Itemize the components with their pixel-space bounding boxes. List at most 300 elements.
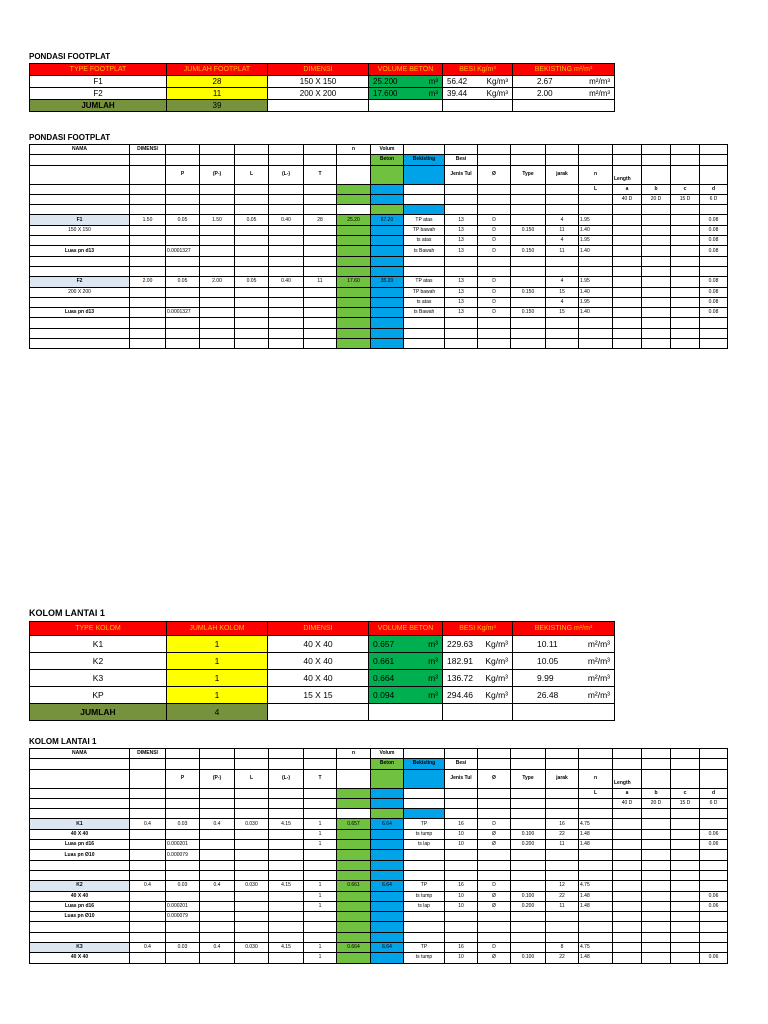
dia-cell: 13 xyxy=(445,215,478,225)
cell xyxy=(546,256,579,266)
steel-cell: 136.72 Kg/m³ xyxy=(443,670,513,687)
cell xyxy=(478,155,511,165)
cell xyxy=(579,194,613,204)
cell xyxy=(304,798,337,808)
header-beton: Beton xyxy=(371,155,404,165)
header-row xyxy=(30,165,728,184)
l-cell: 0.4 xyxy=(200,819,235,829)
n2-cell: 4 xyxy=(546,277,579,287)
d-cell: 0.08 xyxy=(700,215,728,225)
blank-row xyxy=(30,328,728,338)
cell xyxy=(337,829,371,839)
cell xyxy=(579,922,613,932)
jarak-cell: 0.150 xyxy=(511,287,546,297)
cell xyxy=(269,297,304,307)
cell xyxy=(304,308,337,318)
cell xyxy=(445,205,478,215)
cell xyxy=(166,932,200,942)
header-b2: 20 D xyxy=(642,194,671,204)
cell xyxy=(445,922,478,932)
cell xyxy=(445,788,478,798)
blank-row xyxy=(30,205,728,215)
cell xyxy=(445,850,478,860)
cell xyxy=(642,829,671,839)
header-type: Type xyxy=(511,165,546,184)
cell xyxy=(642,256,671,266)
n2-cell: 4 xyxy=(546,297,579,307)
n-cell: 11 xyxy=(304,277,337,287)
cell xyxy=(642,953,671,963)
jarak-cell: 0.100 xyxy=(511,953,546,963)
cell xyxy=(269,308,304,318)
dia-cell: 10 xyxy=(445,840,478,850)
cell xyxy=(304,922,337,932)
cell xyxy=(166,749,200,759)
cell xyxy=(371,328,404,338)
cell xyxy=(235,860,269,870)
cell xyxy=(337,205,371,215)
bar-row xyxy=(30,953,728,963)
cell xyxy=(130,318,166,328)
cell xyxy=(269,266,304,276)
cell xyxy=(304,194,337,204)
cell xyxy=(30,922,130,932)
jenis-cell: TP xyxy=(404,881,445,891)
count-cell: 1 xyxy=(167,670,268,687)
cell xyxy=(642,246,671,256)
cell xyxy=(671,246,700,256)
cell xyxy=(166,145,200,155)
cell xyxy=(200,339,235,349)
cell xyxy=(130,912,166,922)
header-L: L xyxy=(579,184,613,194)
nn-cell: 1 xyxy=(304,953,337,963)
cell xyxy=(235,912,269,922)
n-cell: 1 xyxy=(304,943,337,953)
header-dia: Ø xyxy=(478,769,511,788)
cell xyxy=(404,165,445,184)
cell xyxy=(130,870,166,880)
header-cell: TYPE FOOTPLAT xyxy=(30,64,167,76)
cell xyxy=(404,860,445,870)
cell xyxy=(478,912,511,922)
blank-row xyxy=(30,318,728,328)
bar-row xyxy=(30,901,728,911)
header-nama: NAMA xyxy=(30,145,130,155)
p-cell: 0.4 xyxy=(130,881,166,891)
cell xyxy=(337,225,371,235)
lm-cell: 0.030 xyxy=(235,819,269,829)
length-cell: 1.48 xyxy=(579,829,613,839)
cell xyxy=(269,246,304,256)
header-volum: Volum xyxy=(371,749,404,759)
dimension-cell: 150 X 150 xyxy=(268,76,369,88)
cell xyxy=(269,339,304,349)
l-cell: 0.4 xyxy=(200,943,235,953)
cell xyxy=(478,145,511,155)
cell xyxy=(445,932,478,942)
cell xyxy=(200,308,235,318)
cell xyxy=(200,297,235,307)
cell xyxy=(579,328,613,338)
cell xyxy=(642,339,671,349)
cell xyxy=(269,256,304,266)
section-title-kolom-detail: KOLOM LANTAI 1 xyxy=(29,737,97,746)
bekisting-cell: 6.64 xyxy=(371,819,404,829)
dimension-cell: 40 X 40 xyxy=(268,653,369,670)
cell xyxy=(579,850,613,860)
cell xyxy=(200,256,235,266)
header-row xyxy=(30,194,728,204)
cell xyxy=(579,809,613,819)
d-cell: 0.06 xyxy=(700,901,728,911)
cell xyxy=(235,829,269,839)
cell xyxy=(200,318,235,328)
cell xyxy=(642,318,671,328)
cell xyxy=(404,769,445,788)
summary-header-row xyxy=(30,622,615,636)
cell xyxy=(130,850,166,860)
header-c2: 15 D xyxy=(671,798,700,808)
row-label: Luas pn Ø10 xyxy=(30,850,130,860)
cell xyxy=(166,328,200,338)
cell xyxy=(511,788,546,798)
volume-cell: 0.657 m³ xyxy=(369,636,443,653)
cell xyxy=(511,155,546,165)
dia-cell: 10 xyxy=(445,901,478,911)
cell xyxy=(671,809,700,819)
length-cell: 1.40 xyxy=(579,287,613,297)
cell xyxy=(671,328,700,338)
lm-cell: 0.05 xyxy=(235,277,269,287)
cell xyxy=(130,798,166,808)
header-p: P xyxy=(166,165,200,184)
cell xyxy=(269,225,304,235)
cell xyxy=(337,246,371,256)
cell xyxy=(478,922,511,932)
blank-row xyxy=(30,266,728,276)
jarak-cell: 0.100 xyxy=(511,891,546,901)
cell xyxy=(478,749,511,759)
cell xyxy=(371,287,404,297)
row-label: Luas pn d16 xyxy=(30,901,130,911)
cell xyxy=(671,155,700,165)
total-value: 39 xyxy=(167,100,268,112)
cell xyxy=(700,339,728,349)
header-n: n xyxy=(337,145,371,155)
p-cell: 0.4 xyxy=(130,819,166,829)
cell xyxy=(404,850,445,860)
header-b: b xyxy=(642,788,671,798)
cell xyxy=(671,850,700,860)
cell xyxy=(613,155,642,165)
cell xyxy=(235,225,269,235)
cell xyxy=(671,215,700,225)
header-b: b xyxy=(642,184,671,194)
jenis-cell: ts tump xyxy=(404,829,445,839)
d-cell: 0.06 xyxy=(700,840,728,850)
n2-cell: 15 xyxy=(546,287,579,297)
cell xyxy=(613,318,642,328)
header-c2: 15 D xyxy=(671,194,700,204)
cell xyxy=(371,891,404,901)
volume-cell: 0.661 m³ xyxy=(369,653,443,670)
bekisting-cell: 67.20 xyxy=(371,215,404,225)
cell xyxy=(671,277,700,287)
cell xyxy=(642,809,671,819)
cell xyxy=(478,194,511,204)
cell xyxy=(700,769,728,788)
cell xyxy=(642,912,671,922)
cell xyxy=(130,840,166,850)
cell xyxy=(130,901,166,911)
cell xyxy=(700,318,728,328)
cell xyxy=(130,328,166,338)
cell xyxy=(130,287,166,297)
cell xyxy=(235,749,269,759)
cell xyxy=(613,328,642,338)
cell xyxy=(130,194,166,204)
cell xyxy=(613,870,642,880)
header-jenis: Jenis Tul xyxy=(445,165,478,184)
length-cell: 1.48 xyxy=(579,901,613,911)
cell xyxy=(30,798,130,808)
cell xyxy=(404,932,445,942)
type-cell: D xyxy=(478,246,511,256)
block-main-row xyxy=(30,277,728,287)
cell xyxy=(269,932,304,942)
cell xyxy=(30,870,130,880)
jarak-cell xyxy=(511,881,546,891)
cell xyxy=(371,870,404,880)
header-t: T xyxy=(304,769,337,788)
header-bekisting: Bekisting xyxy=(404,155,445,165)
cell xyxy=(235,246,269,256)
section-title-footplat: PONDASI FOOTPLAT xyxy=(29,52,111,61)
cell xyxy=(304,339,337,349)
cell xyxy=(546,860,579,870)
cell xyxy=(235,891,269,901)
type-cell: F1 xyxy=(30,76,167,88)
cell xyxy=(642,932,671,942)
d-cell xyxy=(700,943,728,953)
blank-row xyxy=(30,809,728,819)
header-cell: JUMLAH FOOTPLAT xyxy=(167,64,268,76)
cell xyxy=(269,901,304,911)
cell xyxy=(337,308,371,318)
cell xyxy=(671,236,700,246)
cell xyxy=(613,236,642,246)
cell xyxy=(613,840,642,850)
cell xyxy=(130,339,166,349)
cell xyxy=(613,809,642,819)
row-label: Luas pn d13 xyxy=(30,246,130,256)
cell xyxy=(613,819,642,829)
cell xyxy=(671,225,700,235)
steel-cell: 56.42 Kg/m³ xyxy=(443,76,513,88)
cell xyxy=(546,759,579,769)
cell xyxy=(304,749,337,759)
cell xyxy=(445,339,478,349)
cell xyxy=(200,205,235,215)
cell xyxy=(671,266,700,276)
jenis-cell: ts tump xyxy=(404,953,445,963)
cell xyxy=(478,759,511,769)
cell xyxy=(642,759,671,769)
cell xyxy=(478,798,511,808)
cell xyxy=(304,297,337,307)
summary-row xyxy=(30,76,615,88)
cell xyxy=(200,953,235,963)
footplat-detail-table xyxy=(29,144,728,349)
cell xyxy=(579,912,613,922)
cell xyxy=(371,860,404,870)
jarak-cell: 0.200 xyxy=(511,901,546,911)
beton-cell: 0.664 xyxy=(337,943,371,953)
cell xyxy=(700,328,728,338)
cell xyxy=(671,953,700,963)
cell xyxy=(642,297,671,307)
cell xyxy=(478,184,511,194)
cell xyxy=(235,809,269,819)
cell xyxy=(546,788,579,798)
dimension-cell: 40 X 40 xyxy=(268,670,369,687)
volume-cell: 17.600 m³ xyxy=(369,88,443,100)
header-cell: BEKISTING m²/m³ xyxy=(513,622,615,636)
cell xyxy=(371,194,404,204)
cell xyxy=(166,759,200,769)
formwork-cell: 26.48 m²/m³ xyxy=(513,687,615,704)
cell xyxy=(200,788,235,798)
cell xyxy=(478,328,511,338)
cell xyxy=(671,829,700,839)
n2-cell: 22 xyxy=(546,953,579,963)
row-label: Luas pn d16 xyxy=(30,840,130,850)
cell xyxy=(235,788,269,798)
cell xyxy=(200,860,235,870)
cell xyxy=(371,953,404,963)
cell xyxy=(235,840,269,850)
lm-cell: 0.05 xyxy=(235,215,269,225)
cell xyxy=(304,850,337,860)
cell xyxy=(671,881,700,891)
cell xyxy=(613,205,642,215)
cell xyxy=(546,318,579,328)
cell xyxy=(671,339,700,349)
cell xyxy=(404,788,445,798)
cell xyxy=(30,339,130,349)
block-main-row xyxy=(30,215,728,225)
nn-cell: 1 xyxy=(304,840,337,850)
cell xyxy=(269,205,304,215)
cell xyxy=(579,749,613,759)
cell xyxy=(613,860,642,870)
formwork-cell: 9.99 m²/m³ xyxy=(513,670,615,687)
type-cell: D xyxy=(478,308,511,318)
cell xyxy=(642,308,671,318)
cell xyxy=(130,297,166,307)
cell xyxy=(337,932,371,942)
cell xyxy=(613,759,642,769)
nn-cell: 1 xyxy=(304,901,337,911)
cell xyxy=(166,922,200,932)
cell xyxy=(30,860,130,870)
cell xyxy=(478,860,511,870)
d-cell: 0.08 xyxy=(700,277,728,287)
cell xyxy=(371,236,404,246)
dia-cell: 13 xyxy=(445,287,478,297)
luas-value: 0.0001327 xyxy=(166,308,200,318)
header-a: a xyxy=(613,788,642,798)
cell xyxy=(546,339,579,349)
jenis-cell: ts lap xyxy=(404,901,445,911)
row-label: 40 X 40 xyxy=(30,953,130,963)
cell xyxy=(445,912,478,922)
header-row xyxy=(30,788,728,798)
header-cell: DIMENSI xyxy=(268,622,369,636)
cell xyxy=(166,860,200,870)
cell xyxy=(166,809,200,819)
cell xyxy=(269,809,304,819)
cell xyxy=(579,932,613,942)
cell xyxy=(642,145,671,155)
cell xyxy=(304,205,337,215)
cell xyxy=(700,165,728,184)
cell xyxy=(642,943,671,953)
cell xyxy=(337,287,371,297)
header-cell: BESI Kg/m³ xyxy=(443,64,513,76)
cell xyxy=(30,932,130,942)
cell xyxy=(30,256,130,266)
cell xyxy=(337,870,371,880)
cell xyxy=(269,953,304,963)
cell xyxy=(404,318,445,328)
cell xyxy=(511,194,546,204)
cell xyxy=(200,266,235,276)
cell xyxy=(700,850,728,860)
cell xyxy=(642,328,671,338)
header-a2: 40 D xyxy=(613,798,642,808)
header-d: d xyxy=(700,788,728,798)
cell xyxy=(130,932,166,942)
cell xyxy=(613,225,642,235)
n2-cell: 8 xyxy=(546,943,579,953)
dia-cell: 13 xyxy=(445,246,478,256)
p-cell: 0.4 xyxy=(130,943,166,953)
cell xyxy=(235,236,269,246)
summary-header-row xyxy=(30,64,615,76)
cell xyxy=(404,912,445,922)
cell xyxy=(700,860,728,870)
cell xyxy=(478,318,511,328)
volume-cell: 25.200 m³ xyxy=(369,76,443,88)
cell xyxy=(671,256,700,266)
cell xyxy=(371,932,404,942)
type-cell: D xyxy=(478,277,511,287)
header-t: T xyxy=(304,165,337,184)
cell xyxy=(671,922,700,932)
section-title-kolom: KOLOM LANTAI 1 xyxy=(29,608,105,618)
cell xyxy=(30,266,130,276)
header-dia: Ø xyxy=(478,165,511,184)
luas-value: 0.000079 xyxy=(166,850,200,860)
cell xyxy=(269,287,304,297)
jarak-cell xyxy=(511,943,546,953)
steel-cell: 294.46 Kg/m³ xyxy=(443,687,513,704)
cell xyxy=(337,256,371,266)
cell xyxy=(337,809,371,819)
cell xyxy=(337,759,371,769)
